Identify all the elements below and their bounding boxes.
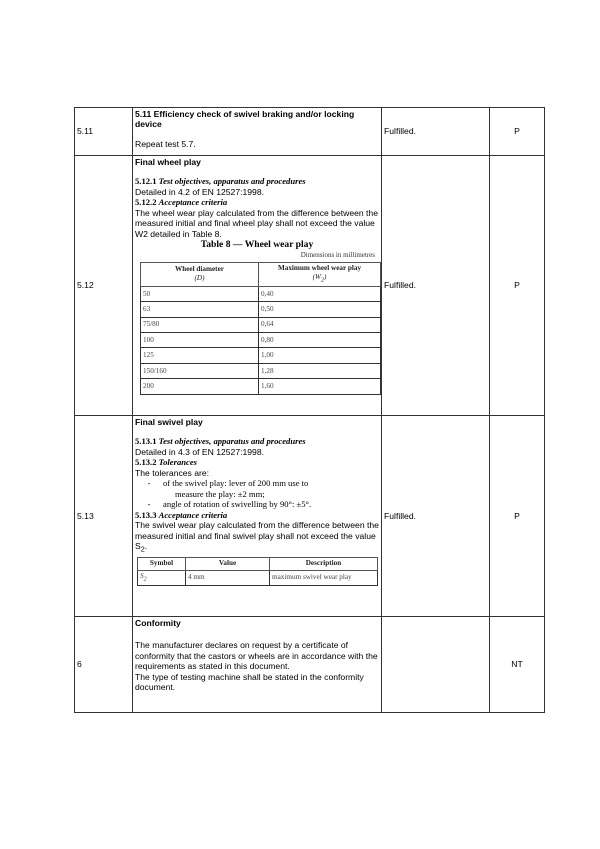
column-header: Wheel diameter (D) [141, 262, 259, 286]
swivel-wear-play-table [137, 557, 378, 586]
subclause-heading: 5.12.2 Acceptance criteria [135, 197, 228, 208]
subclause-text: Detailed in 4.2 of EN 12527:1998. [135, 186, 264, 197]
requirement-cell [133, 156, 382, 416]
subclause-heading: 5.13.1 Test objectives, apparatus and procedures [135, 436, 306, 447]
clause-row-5-11 [75, 108, 545, 156]
table-header-row [141, 262, 381, 286]
description-cell: maximum swivel wear play [270, 570, 378, 585]
wheel-diameter-cell: 200 [141, 379, 259, 394]
max-wear-play-cell: 1,28 [259, 363, 381, 378]
wheel-diameter-cell: 75/80 [141, 317, 259, 332]
subclause-text: The swivel wear play calculated from the difference between the measured initial and final swivel play shall not exceed the value $S_2$. [135, 520, 379, 555]
table-row [141, 302, 381, 317]
column-header: Value [186, 557, 270, 570]
table-row [141, 379, 381, 394]
wheel-diameter-cell: 100 [141, 333, 259, 348]
clause-number: 5.11 [75, 108, 133, 156]
wheel-diameter-cell: 63 [141, 302, 259, 317]
clause-title: 5.11 Efficiency check of swivel braking and/or locking device [135, 109, 355, 130]
table-row [141, 348, 381, 363]
verdict-cell: P [490, 108, 545, 156]
clause-row-5-13 [75, 416, 545, 617]
table-caption: Table 8 — Wheel wear play [200, 239, 314, 251]
subclause-heading: 5.13.3 Acceptance criteria [135, 509, 228, 520]
wheel-wear-play-table [140, 262, 381, 395]
column-header: Symbol [138, 557, 186, 570]
max-wear-play-cell: 0,80 [259, 333, 381, 348]
column-header: Description [270, 557, 378, 570]
clause-text: The type of testing machine shall be stated in the conformity document. [135, 671, 364, 693]
requirement-cell [133, 617, 382, 713]
value-cell: 4 mm [186, 570, 270, 585]
table-unit-note: Dimensions in millimetres [300, 251, 375, 260]
result-cell [382, 617, 490, 713]
tolerance-item: - of the swivel play: lever of 200 mm use to [147, 478, 309, 489]
requirement-cell [133, 416, 382, 617]
requirement-cell [133, 108, 382, 156]
verdict-cell: P [490, 416, 545, 617]
result-cell: Fulfilled. [382, 416, 490, 617]
clause-title: Final swivel play [135, 417, 203, 427]
max-wear-play-cell: 1,60 [259, 379, 381, 394]
clause-number: 5.12 [75, 156, 133, 416]
table-row [141, 286, 381, 301]
subclause-text: The wheel wear play calculated from the difference between the measured initial and final wheel play shall not exceed the value W2 detailed in Table 8. [135, 207, 378, 239]
clause-title: Conformity [135, 618, 181, 628]
max-wear-play-cell: 0,50 [259, 302, 381, 317]
clause-number: 6 [75, 617, 133, 713]
symbol-cell: $S_2$ [138, 570, 186, 585]
wheel-diameter-cell: 125 [141, 348, 259, 363]
max-wear-play-cell: 0,40 [259, 286, 381, 301]
table-header-row [138, 557, 378, 570]
wheel-diameter-cell: 150/160 [141, 363, 259, 378]
subclause-heading: 5.13.2 Tolerances [135, 457, 197, 468]
clause-title: Final wheel play [135, 157, 201, 167]
tolerance-item: - angle of rotation of swivelling by 90°: ±5°. [147, 499, 312, 510]
clause-text: The manufacturer declares on request by a certificate of conformity that the castors or wheels are in accordance with the requirements as stated in this document. [135, 640, 378, 672]
subclause-heading: 5.12.1 Test objectives, apparatus and procedures [135, 176, 306, 187]
clause-row-5-12 [75, 156, 545, 416]
table-row [141, 363, 381, 378]
column-header: Maximum wheel wear play $(W_2)$ [259, 262, 381, 286]
table-row [138, 570, 378, 585]
clause-number: 5.13 [75, 416, 133, 617]
verdict-cell: P [490, 156, 545, 416]
subclause-text: Detailed in 4.3 of EN 12527:1998. [135, 446, 264, 457]
subclause-text: The tolerances are: [135, 467, 210, 478]
result-cell: Fulfilled. [382, 108, 490, 156]
result-cell: Fulfilled. [382, 156, 490, 416]
test-report-table [74, 107, 545, 713]
max-wear-play-cell: 1,00 [259, 348, 381, 363]
table-row [141, 333, 381, 348]
max-wear-play-cell: 0,64 [259, 317, 381, 332]
table-row [141, 317, 381, 332]
wheel-diameter-cell: 50 [141, 286, 259, 301]
clause-text: Repeat test 5.7. [135, 138, 196, 149]
verdict-cell: NT [490, 617, 545, 713]
tolerance-item-continued: measure the play: ±2 mm; [175, 488, 265, 499]
clause-row-6 [75, 617, 545, 713]
